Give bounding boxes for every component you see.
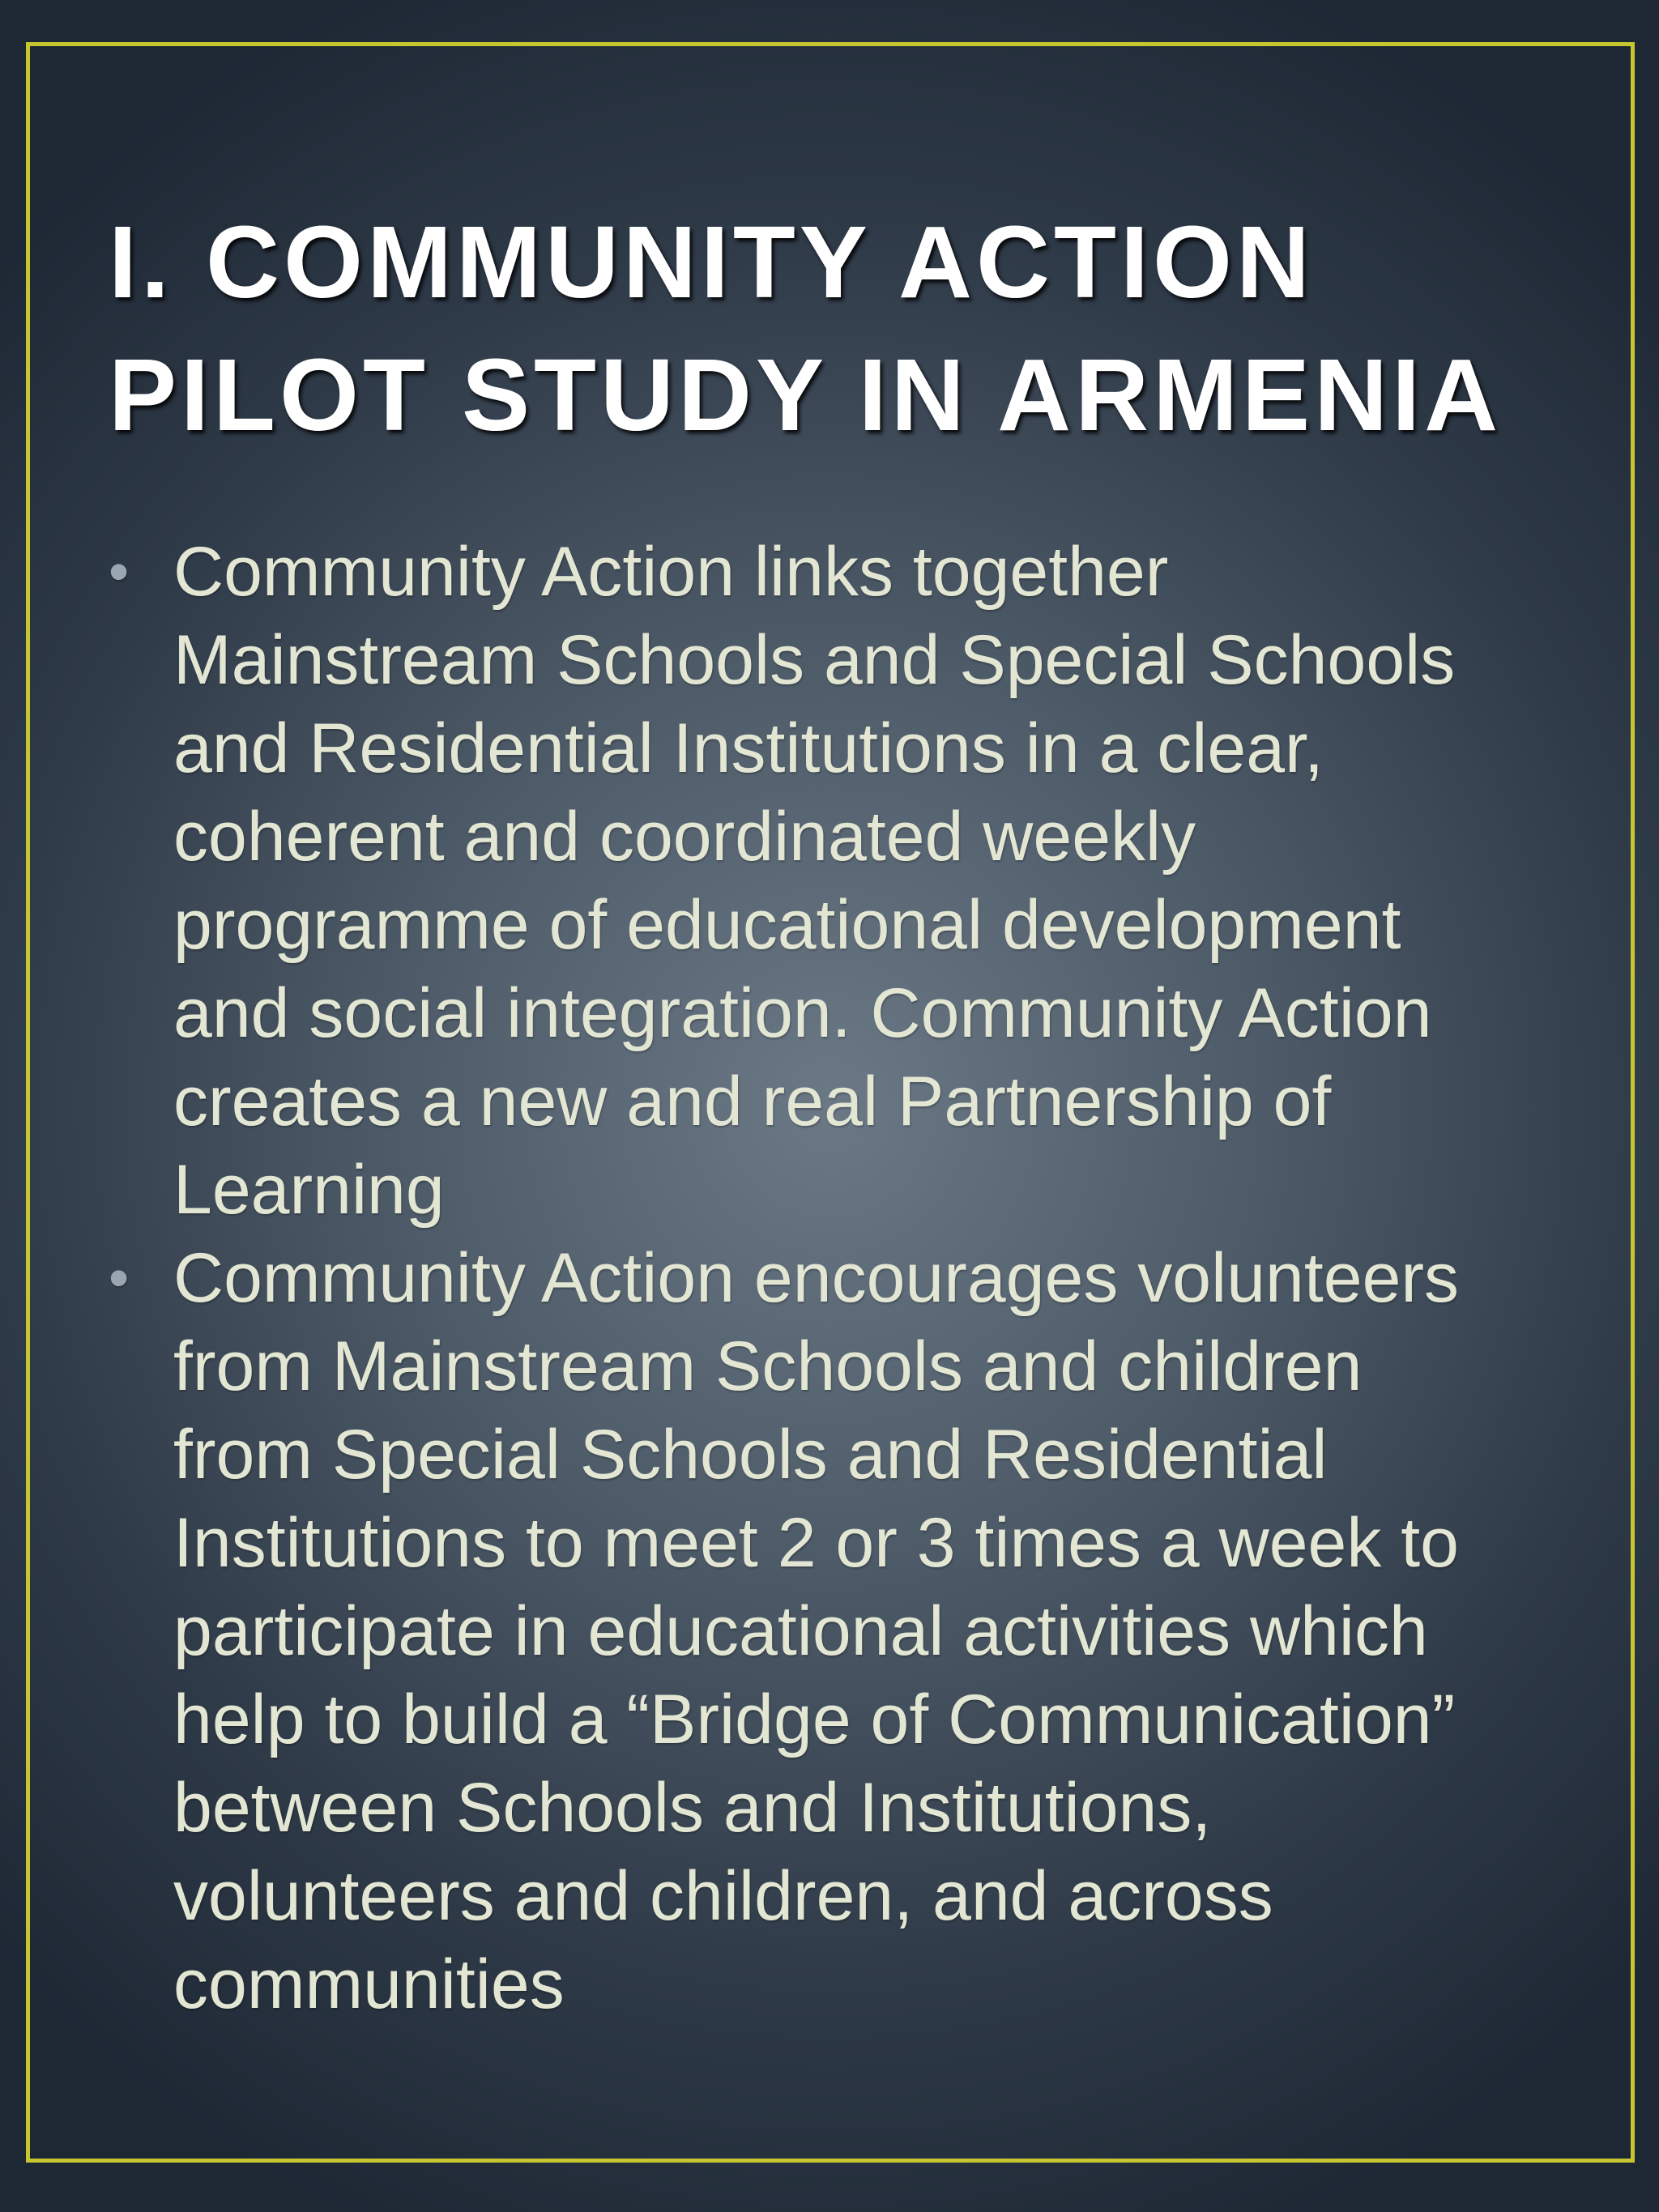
title-line-1: I. COMMUNITY ACTION [109,205,1314,319]
bullet-text-line: participate in educational activities which [173,1592,1428,1670]
bullet-text-line: Mainstream Schools and Special Schools [173,621,1456,699]
slide-title [109,196,1607,462]
bullet-dot-icon: • [109,1246,130,1311]
bullet-list [105,528,1555,2029]
bullet-text-line: and social integration. Community Action [173,974,1432,1052]
bullet-text-line: help to build a “Bridge of Communication” [173,1681,1456,1758]
bullet-text-line: Community Action links together [173,533,1169,611]
bullet-text-line: Institutions to meet 2 or 3 times a week to [173,1504,1459,1582]
bullet-item-volunteers [105,1234,1555,2029]
bullet-text-line: creates a new and real Partnership of [173,1063,1332,1140]
bullet-text-line: volunteers and children, and across [173,1857,1273,1935]
bullet-text-line: from Special Schools and Residential [173,1416,1328,1494]
bullet-text-line: Community Action encourages volunteers [173,1239,1460,1317]
bullet-text-line: and Residential Institutions in a clear, [173,710,1324,787]
bullet-text-line: coherent and coordinated weekly [173,798,1196,876]
bullet-text-line: programme of educational development [173,886,1401,964]
bullet-dot-icon: • [109,539,130,604]
bullet-text-line: from Mainstream Schools and children [173,1328,1363,1405]
bullet-text-line: communities [173,1946,565,2023]
bullet-item-partnership [105,528,1555,1234]
bullet-text-line: between Schools and Institutions, [173,1769,1212,1847]
title-line-2: PILOT STUDY IN ARMENIA [109,338,1503,452]
bullet-text-line: Learning [173,1151,445,1229]
